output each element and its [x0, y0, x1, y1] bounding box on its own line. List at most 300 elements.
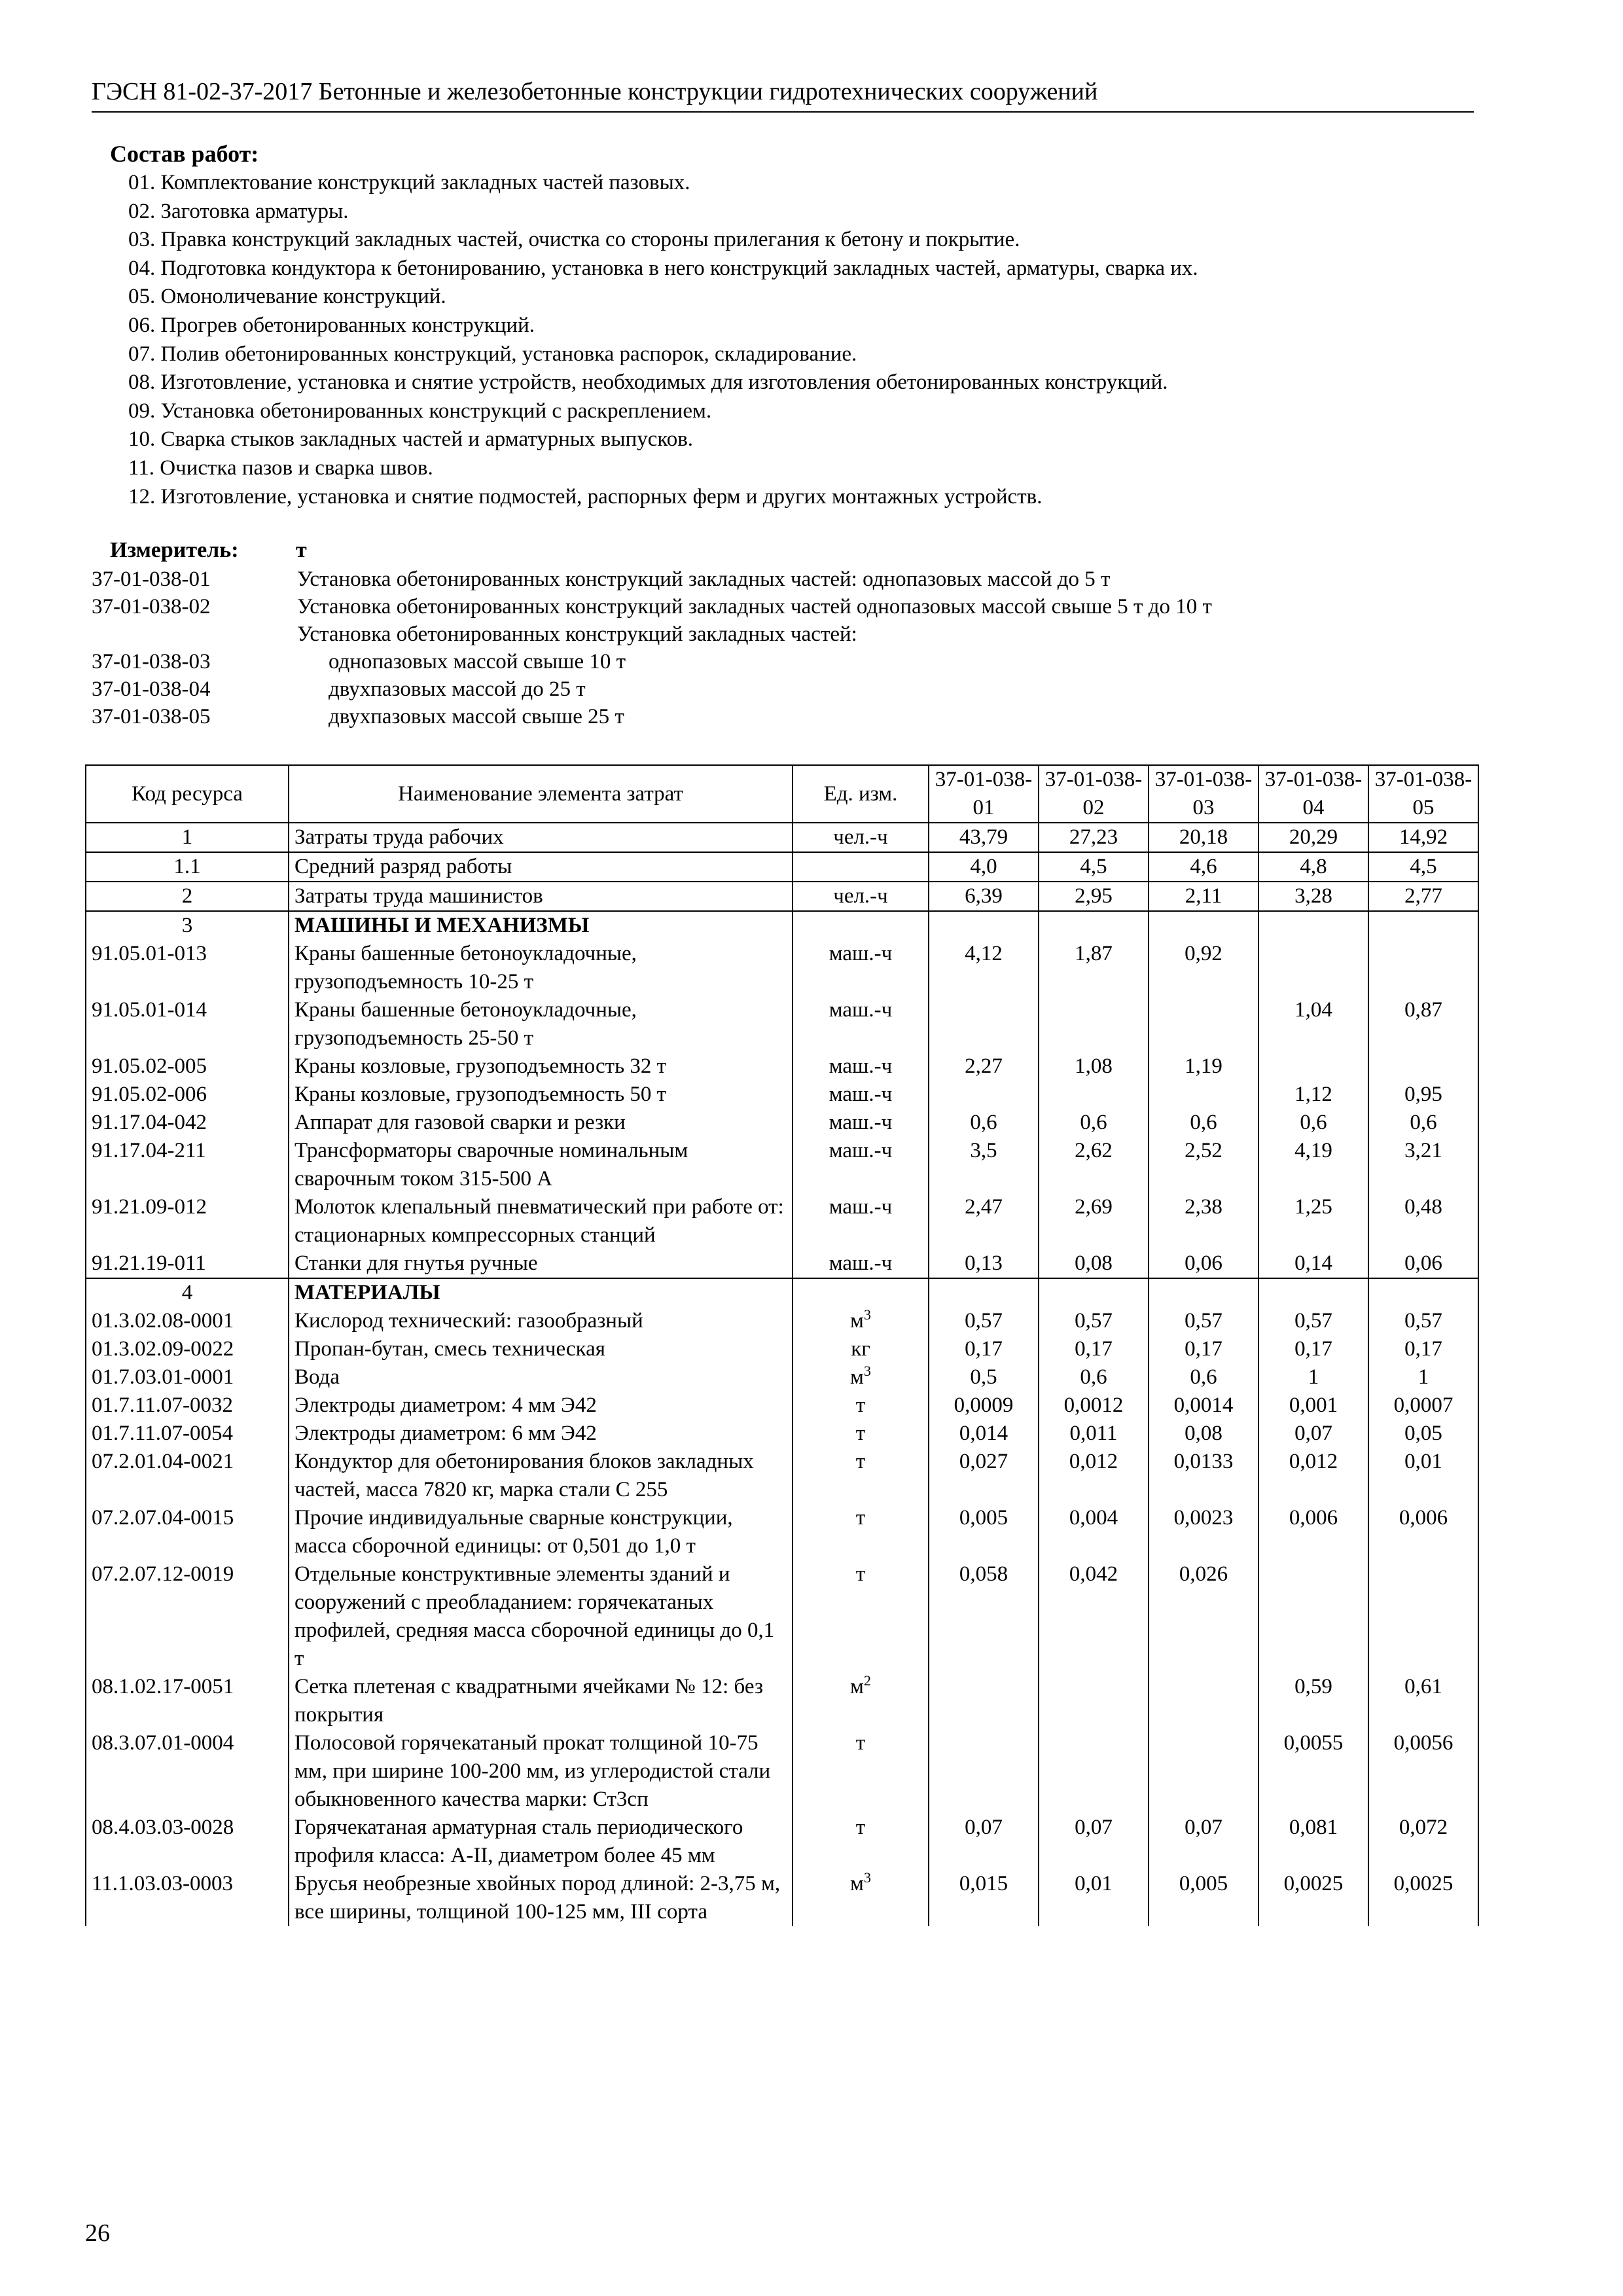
- document-header: ГЭСН 81-02-37-2017 Бетонные и железобетонные конструкции гидротехнических сооружений: [92, 78, 1098, 105]
- cell-value: 0,17: [1368, 1335, 1478, 1363]
- header-name: Наименование элемента затрат: [289, 765, 793, 823]
- cell-code: 91.21.09-012: [86, 1193, 289, 1249]
- cell-unit: [793, 852, 929, 882]
- cell-value: 4,0: [929, 852, 1039, 882]
- cell-value: [1258, 1560, 1368, 1673]
- table-row: [86, 823, 1478, 852]
- cell-name: Молоток клепальный пневматический при работе от: стационарных компрессорных станций: [289, 1193, 793, 1249]
- list-item: 07. Полив обетонированных конструкций, установка распорок, складирование.: [128, 342, 857, 366]
- cell-value: 0,0056: [1368, 1729, 1478, 1814]
- rate-item: [92, 675, 1400, 703]
- cell-value: 20,29: [1258, 823, 1368, 852]
- cell-value: 0,5: [929, 1363, 1039, 1391]
- cell-value: [1149, 1729, 1258, 1814]
- cell-value: 0,014: [929, 1420, 1039, 1448]
- cell-unit: [793, 1560, 929, 1673]
- cell-name: Брусья необрезные хвойных пород длиной: 2-3,75 м, все ширины, толщиной 100-125 мм, III сорта: [289, 1870, 793, 1926]
- table-body: [86, 823, 1478, 1926]
- table-row: [86, 1363, 1478, 1391]
- cell-name: Горячекатаная арматурная сталь периодического профиля класса: А-II, диаметром более 45 мм: [289, 1814, 793, 1870]
- cell-unit: [793, 1335, 929, 1363]
- cell-value: 0,08: [1039, 1249, 1149, 1278]
- cell-value: 0,06: [1368, 1249, 1478, 1278]
- cell-value: 0,57: [1368, 1307, 1478, 1335]
- unit-text: т: [855, 1816, 866, 1839]
- cell-code: 2: [86, 882, 289, 911]
- meter-unit: т: [296, 538, 307, 562]
- cell-value: 0,006: [1258, 1504, 1368, 1560]
- table-row: [86, 1420, 1478, 1448]
- unit-text: маш.-ч: [829, 1139, 893, 1162]
- list-item: 02. Заготовка арматуры.: [128, 199, 349, 223]
- cell-value: [929, 996, 1039, 1052]
- cell-value: 2,62: [1039, 1137, 1149, 1193]
- cell-value: 0,57: [1149, 1307, 1258, 1335]
- unit-text: маш.-ч: [829, 1251, 893, 1275]
- unit-exponent: 3: [863, 1869, 871, 1886]
- cell-value: [929, 1729, 1039, 1814]
- rate-description: однопазовых массой свыше 10 т: [329, 650, 626, 673]
- cell-value: 2,69: [1039, 1193, 1149, 1249]
- cell-value: 2,95: [1039, 882, 1149, 911]
- cell-code: 08.1.02.17-0051: [86, 1673, 289, 1729]
- unit-text: маш.-ч: [829, 1083, 893, 1106]
- cell-name: МАТЕРИАЛЫ: [289, 1278, 793, 1307]
- cell-code: 1: [86, 823, 289, 852]
- table-row: [86, 911, 1478, 940]
- cell-value: [1258, 1278, 1368, 1307]
- list-item: 12. Изготовление, установка и снятие подмостей, распорных ферм и других монтажных устройств.: [128, 484, 1043, 509]
- cell-value: 1,25: [1258, 1193, 1368, 1249]
- cell-value: 0,004: [1039, 1504, 1149, 1560]
- cell-value: 0,07: [1149, 1814, 1258, 1870]
- cell-unit: [793, 882, 929, 911]
- cell-unit: [793, 1814, 929, 1870]
- cell-value: 0,6: [1368, 1109, 1478, 1137]
- table-row: [86, 1673, 1478, 1729]
- cell-value: 0,92: [1149, 940, 1258, 996]
- cell-code: 91.17.04-211: [86, 1137, 289, 1193]
- cell-unit: [793, 1391, 929, 1420]
- table-row: [86, 1307, 1478, 1335]
- table-row: [86, 1278, 1478, 1307]
- cell-value: 0,17: [1149, 1335, 1258, 1363]
- unit-text: м: [850, 1675, 864, 1698]
- cell-name: Электроды диаметром: 6 мм Э42: [289, 1420, 793, 1448]
- cell-value: 0,0025: [1368, 1870, 1478, 1926]
- cell-value: [1149, 1673, 1258, 1729]
- cell-value: 0,61: [1368, 1673, 1478, 1729]
- cell-value: 0,48: [1368, 1193, 1478, 1249]
- header-rate-col: 37-01-038-01: [929, 765, 1039, 823]
- rate-description: Установка обетонированных конструкций закладных частей: однопазовых массой до 5 т: [297, 567, 1111, 591]
- cell-value: [1258, 1052, 1368, 1081]
- cell-value: 0,17: [1039, 1335, 1149, 1363]
- cell-value: 0,57: [1258, 1307, 1368, 1335]
- cell-value: [1368, 1278, 1478, 1307]
- cell-unit: [793, 1193, 929, 1249]
- cell-value: 0,87: [1368, 996, 1478, 1052]
- unit-text: маш.-ч: [829, 998, 893, 1022]
- cell-value: 0,0023: [1149, 1504, 1258, 1560]
- cell-value: 1,12: [1258, 1081, 1368, 1109]
- cell-value: 1,04: [1258, 996, 1368, 1052]
- table-row: [86, 1081, 1478, 1109]
- cell-value: 0,0014: [1149, 1391, 1258, 1420]
- table-row: [86, 852, 1478, 882]
- cell-value: 0,17: [1258, 1335, 1368, 1363]
- list-item: 08. Изготовление, установка и снятие устройств, необходимых для изготовления обетонированных конструкций.: [128, 370, 1168, 395]
- cell-name: Кондуктор для обетонирования блоков закладных частей, масса 7820 кг, марка стали С 255: [289, 1448, 793, 1504]
- cell-name: Отдельные конструктивные элементы зданий и сооружений с преобладанием: горячекатаных профилей, средняя масса сборочной единицы до 0,1 т: [289, 1560, 793, 1673]
- rate-description: двухпазовых массой до 25 т: [329, 677, 586, 701]
- cell-value: 0,0012: [1039, 1391, 1149, 1420]
- cell-code: 07.2.07.04-0015: [86, 1504, 289, 1560]
- cell-value: 0,59: [1258, 1673, 1368, 1729]
- cell-value: 3,28: [1258, 882, 1368, 911]
- cell-value: [1368, 911, 1478, 940]
- cell-value: 0,0007: [1368, 1391, 1478, 1420]
- table-row: [86, 1729, 1478, 1814]
- cell-value: [1039, 1081, 1149, 1109]
- cell-value: 0,0009: [929, 1391, 1039, 1420]
- table-row: [86, 1870, 1478, 1926]
- cell-value: [1039, 996, 1149, 1052]
- cell-code: 91.05.01-014: [86, 996, 289, 1052]
- cell-code: 01.3.02.09-0022: [86, 1335, 289, 1363]
- page-number: 26: [85, 2219, 110, 2247]
- cell-value: 0,012: [1039, 1448, 1149, 1504]
- cell-unit: [793, 1081, 929, 1109]
- cell-value: 0,012: [1258, 1448, 1368, 1504]
- cell-value: 0,026: [1149, 1560, 1258, 1673]
- table-row: [86, 1137, 1478, 1193]
- unit-text: кг: [851, 1337, 870, 1361]
- cell-value: 0,081: [1258, 1814, 1368, 1870]
- cell-name: Затраты труда машинистов: [289, 882, 793, 911]
- cell-value: 0,05: [1368, 1420, 1478, 1448]
- cell-name: МАШИНЫ И МЕХАНИЗМЫ: [289, 911, 793, 940]
- cell-value: 0,0133: [1149, 1448, 1258, 1504]
- cell-value: 0,6: [1039, 1109, 1149, 1137]
- list-item: 01. Комплектование конструкций закладных частей пазовых.: [128, 171, 690, 194]
- cell-name: Краны козловые, грузоподъемность 32 т: [289, 1052, 793, 1081]
- cell-code: 01.3.02.08-0001: [86, 1307, 289, 1335]
- cell-value: 0,0025: [1258, 1870, 1368, 1926]
- cell-value: 27,23: [1039, 823, 1149, 852]
- cell-name: Затраты труда рабочих: [289, 823, 793, 852]
- cell-value: 0,14: [1258, 1249, 1368, 1278]
- cell-unit: [793, 1052, 929, 1081]
- cell-value: 0,6: [929, 1109, 1039, 1137]
- cell-unit: [793, 1278, 929, 1307]
- cell-code: 08.4.03.03-0028: [86, 1814, 289, 1870]
- cell-value: 0,0055: [1258, 1729, 1368, 1814]
- cell-code: 01.7.03.01-0001: [86, 1363, 289, 1391]
- cell-value: [1258, 940, 1368, 996]
- cell-value: 0,6: [1258, 1109, 1368, 1137]
- cell-value: 0,001: [1258, 1391, 1368, 1420]
- header-rate-col: 37-01-038-02: [1039, 765, 1149, 823]
- works-title: Состав работ:: [110, 141, 259, 167]
- cell-value: 2,77: [1368, 882, 1478, 911]
- cell-value: 0,17: [929, 1335, 1039, 1363]
- rate-code: 37-01-038-04: [92, 677, 211, 701]
- cell-name: Пропан-бутан, смесь техническая: [289, 1335, 793, 1363]
- cell-value: 14,92: [1368, 823, 1478, 852]
- cell-value: 0,57: [929, 1307, 1039, 1335]
- table-row: [86, 1391, 1478, 1420]
- list-item: 05. Омоноличевание конструкций.: [128, 285, 446, 309]
- table-row: [86, 1335, 1478, 1363]
- cell-code: 91.05.02-005: [86, 1052, 289, 1081]
- list-item: 04. Подготовка кондуктора к бетонированию, установка в него конструкций закладных частей, арматуры, сварка их.: [128, 256, 1198, 280]
- unit-text: маш.-ч: [829, 942, 893, 965]
- cell-code: 01.7.11.07-0032: [86, 1391, 289, 1420]
- cell-unit: [793, 823, 929, 852]
- unit-text: т: [855, 1731, 866, 1755]
- cell-value: [1368, 1052, 1478, 1081]
- cell-value: 0,07: [1039, 1814, 1149, 1870]
- cell-value: 4,12: [929, 940, 1039, 996]
- cell-value: 0,01: [1039, 1870, 1149, 1926]
- cell-unit: [793, 1673, 929, 1729]
- cell-name: Краны башенные бетоноукладочные, грузоподъемность 25-50 т: [289, 996, 793, 1052]
- unit-text: т: [855, 1506, 866, 1530]
- cell-unit: [793, 1870, 929, 1926]
- cell-unit: [793, 1363, 929, 1391]
- meter-label: Измеритель:: [110, 538, 239, 562]
- unit-text: м: [850, 1365, 864, 1389]
- cell-unit: [793, 996, 929, 1052]
- cell-code: 3: [86, 911, 289, 940]
- rate-code: 37-01-038-05: [92, 705, 211, 728]
- unit-text: маш.-ч: [829, 1111, 893, 1134]
- list-item: 11. Очистка пазов и сварка швов.: [128, 456, 433, 480]
- cell-code: 91.05.01-013: [86, 940, 289, 996]
- cell-value: 2,11: [1149, 882, 1258, 911]
- cell-unit: [793, 1307, 929, 1335]
- cell-name: Электроды диаметром: 4 мм Э42: [289, 1391, 793, 1420]
- cell-value: 0,57: [1039, 1307, 1149, 1335]
- table-row: [86, 1814, 1478, 1870]
- list-item: 06. Прогрев обетонированных конструкций.: [128, 313, 535, 337]
- cell-value: 4,6: [1149, 852, 1258, 882]
- cell-value: 0,058: [929, 1560, 1039, 1673]
- cell-value: 0,015: [929, 1870, 1039, 1926]
- cell-value: 2,27: [929, 1052, 1039, 1081]
- cell-value: 0,95: [1368, 1081, 1478, 1109]
- unit-text: т: [855, 1450, 866, 1473]
- cell-value: 0,07: [929, 1814, 1039, 1870]
- cell-code: 91.21.19-011: [86, 1249, 289, 1278]
- header-rate-col: 37-01-038-03: [1149, 765, 1258, 823]
- cell-value: 4,19: [1258, 1137, 1368, 1193]
- cell-value: [1039, 911, 1149, 940]
- cell-value: 2,47: [929, 1193, 1039, 1249]
- table-row: [86, 1193, 1478, 1249]
- rate-item: [92, 703, 1400, 730]
- table-row: [86, 940, 1478, 996]
- cell-name: Трансформаторы сварочные номинальным сварочным током 315-500 А: [289, 1137, 793, 1193]
- cell-name: Средний разряд работы: [289, 852, 793, 882]
- cell-value: [929, 1673, 1039, 1729]
- rate-item: [92, 620, 1400, 648]
- unit-exponent: 3: [863, 1306, 871, 1323]
- rate-item: [92, 593, 1400, 620]
- meter: [110, 538, 307, 563]
- cell-value: [929, 1081, 1039, 1109]
- unit-exponent: 2: [863, 1672, 871, 1689]
- unit-text: т: [855, 1562, 866, 1586]
- cell-unit: [793, 1504, 929, 1560]
- cell-value: [929, 1278, 1039, 1307]
- cell-name: Вода: [289, 1363, 793, 1391]
- rate-code: 37-01-038-03: [92, 650, 211, 673]
- list-item: 09. Установка обетонированных конструкций с раскреплением.: [128, 399, 712, 423]
- table-row: [86, 1504, 1478, 1560]
- cell-name: Кислород технический: газообразный: [289, 1307, 793, 1335]
- cell-unit: [793, 940, 929, 996]
- cell-unit: [793, 1448, 929, 1504]
- rate-item: [92, 565, 1400, 593]
- cell-name: Краны козловые, грузоподъемность 50 т: [289, 1081, 793, 1109]
- unit-text: чел.-ч: [833, 825, 888, 849]
- cell-value: [1149, 1278, 1258, 1307]
- cell-name: Аппарат для газовой сварки и резки: [289, 1109, 793, 1137]
- works-list: [128, 169, 1198, 511]
- cell-value: [1039, 1278, 1149, 1307]
- cell-value: [1039, 1673, 1149, 1729]
- table-row: [86, 1448, 1478, 1504]
- header-code: Код ресурса: [86, 765, 289, 823]
- header-rule: [92, 111, 1474, 113]
- unit-exponent: 3: [863, 1363, 871, 1379]
- cell-code: 01.7.11.07-0054: [86, 1420, 289, 1448]
- unit-text: маш.-ч: [829, 1054, 893, 1078]
- rate-item: [92, 648, 1400, 675]
- header-rate-col: 37-01-038-05: [1368, 765, 1478, 823]
- cell-unit: [793, 1109, 929, 1137]
- cell-unit: [793, 1137, 929, 1193]
- unit-text: т: [855, 1393, 866, 1417]
- rate-code: 37-01-038-01: [92, 567, 211, 591]
- cell-unit: [793, 1729, 929, 1814]
- list-item: 03. Правка конструкций закладных частей, очистка со стороны прилегания к бетону и покрытие.: [128, 228, 1020, 252]
- cell-value: 1,08: [1039, 1052, 1149, 1081]
- cell-value: 6,39: [929, 882, 1039, 911]
- cell-value: 0,6: [1149, 1109, 1258, 1137]
- table-header-row: [86, 765, 1478, 823]
- cell-value: [1368, 1560, 1478, 1673]
- cell-code: 08.3.07.01-0004: [86, 1729, 289, 1814]
- norms-table: [85, 764, 1479, 1926]
- cell-value: [1149, 996, 1258, 1052]
- cell-unit: [793, 1420, 929, 1448]
- cell-value: 0,027: [929, 1448, 1039, 1504]
- cell-name: Прочие индивидуальные сварные конструкции, масса сборочной единицы: от 0,501 до 1,0 т: [289, 1504, 793, 1560]
- rates-list: [92, 565, 1400, 730]
- cell-value: 1: [1368, 1363, 1478, 1391]
- cell-value: [929, 911, 1039, 940]
- cell-value: 0,6: [1149, 1363, 1258, 1391]
- cell-value: [1149, 911, 1258, 940]
- cell-value: [1258, 911, 1368, 940]
- cell-value: 0,13: [929, 1249, 1039, 1278]
- rate-code: 37-01-038-02: [92, 595, 211, 619]
- unit-text: м: [850, 1309, 864, 1333]
- cell-value: 0,072: [1368, 1814, 1478, 1870]
- cell-value: 2,38: [1149, 1193, 1258, 1249]
- cell-code: 07.2.01.04-0021: [86, 1448, 289, 1504]
- cell-code: 11.1.03.03-0003: [86, 1870, 289, 1926]
- table-row: [86, 1052, 1478, 1081]
- table-row: [86, 996, 1478, 1052]
- cell-value: 0,07: [1258, 1420, 1368, 1448]
- cell-value: 43,79: [929, 823, 1039, 852]
- unit-text: т: [855, 1422, 866, 1445]
- cell-value: [1039, 1729, 1149, 1814]
- rate-description: Установка обетонированных конструкций закладных частей однопазовых массой свыше 5 т до 10 т: [297, 595, 1212, 619]
- cell-code: 07.2.07.12-0019: [86, 1560, 289, 1673]
- cell-unit: [793, 1249, 929, 1278]
- cell-value: 1: [1258, 1363, 1368, 1391]
- unit-text: чел.-ч: [833, 884, 888, 908]
- cell-code: 4: [86, 1278, 289, 1307]
- cell-value: 0,006: [1368, 1504, 1478, 1560]
- cell-value: 1,19: [1149, 1052, 1258, 1081]
- cell-code: 91.05.02-006: [86, 1081, 289, 1109]
- cell-name: Краны башенные бетоноукладочные, грузоподъемность 10-25 т: [289, 940, 793, 996]
- cell-code: 1.1: [86, 852, 289, 882]
- list-item: 10. Сварка стыков закладных частей и арматурных выпусков.: [128, 427, 694, 452]
- rate-description: Установка обетонированных конструкций закладных частей:: [297, 622, 857, 646]
- cell-name: Сетка плетеная с квадратными ячейками № 12: без покрытия: [289, 1673, 793, 1729]
- cell-value: 0,005: [1149, 1870, 1258, 1926]
- cell-name: Полосовой горячекатаный прокат толщиной 10-75 мм, при ширине 100-200 мм, из углеродистой стали обыкновенного качества марки: Ст3сп: [289, 1729, 793, 1814]
- cell-value: 1,87: [1039, 940, 1149, 996]
- header-unit: Ед. изм.: [793, 765, 929, 823]
- cell-name: Станки для гнутья ручные: [289, 1249, 793, 1278]
- cell-value: [1368, 940, 1478, 996]
- cell-code: 91.17.04-042: [86, 1109, 289, 1137]
- cell-value: 0,011: [1039, 1420, 1149, 1448]
- cell-value: 20,18: [1149, 823, 1258, 852]
- table-row: [86, 1560, 1478, 1673]
- cell-value: 0,08: [1149, 1420, 1258, 1448]
- cell-value: 0,06: [1149, 1249, 1258, 1278]
- cell-value: 2,52: [1149, 1137, 1258, 1193]
- header-rate-col: 37-01-038-04: [1258, 765, 1368, 823]
- cell-value: 4,5: [1368, 852, 1478, 882]
- cell-value: 0,6: [1039, 1363, 1149, 1391]
- cell-value: 4,5: [1039, 852, 1149, 882]
- cell-value: 3,21: [1368, 1137, 1478, 1193]
- table-row: [86, 882, 1478, 911]
- cell-value: 0,042: [1039, 1560, 1149, 1673]
- cell-value: [1149, 1081, 1258, 1109]
- unit-text: м: [850, 1872, 864, 1895]
- cell-value: 0,005: [929, 1504, 1039, 1560]
- cell-value: 3,5: [929, 1137, 1039, 1193]
- cell-value: 0,01: [1368, 1448, 1478, 1504]
- cell-unit: [793, 911, 929, 940]
- unit-text: маш.-ч: [829, 1195, 893, 1219]
- rate-description: двухпазовых массой свыше 25 т: [329, 705, 624, 728]
- table-row: [86, 1109, 1478, 1137]
- table-row: [86, 1249, 1478, 1278]
- cell-value: 4,8: [1258, 852, 1368, 882]
